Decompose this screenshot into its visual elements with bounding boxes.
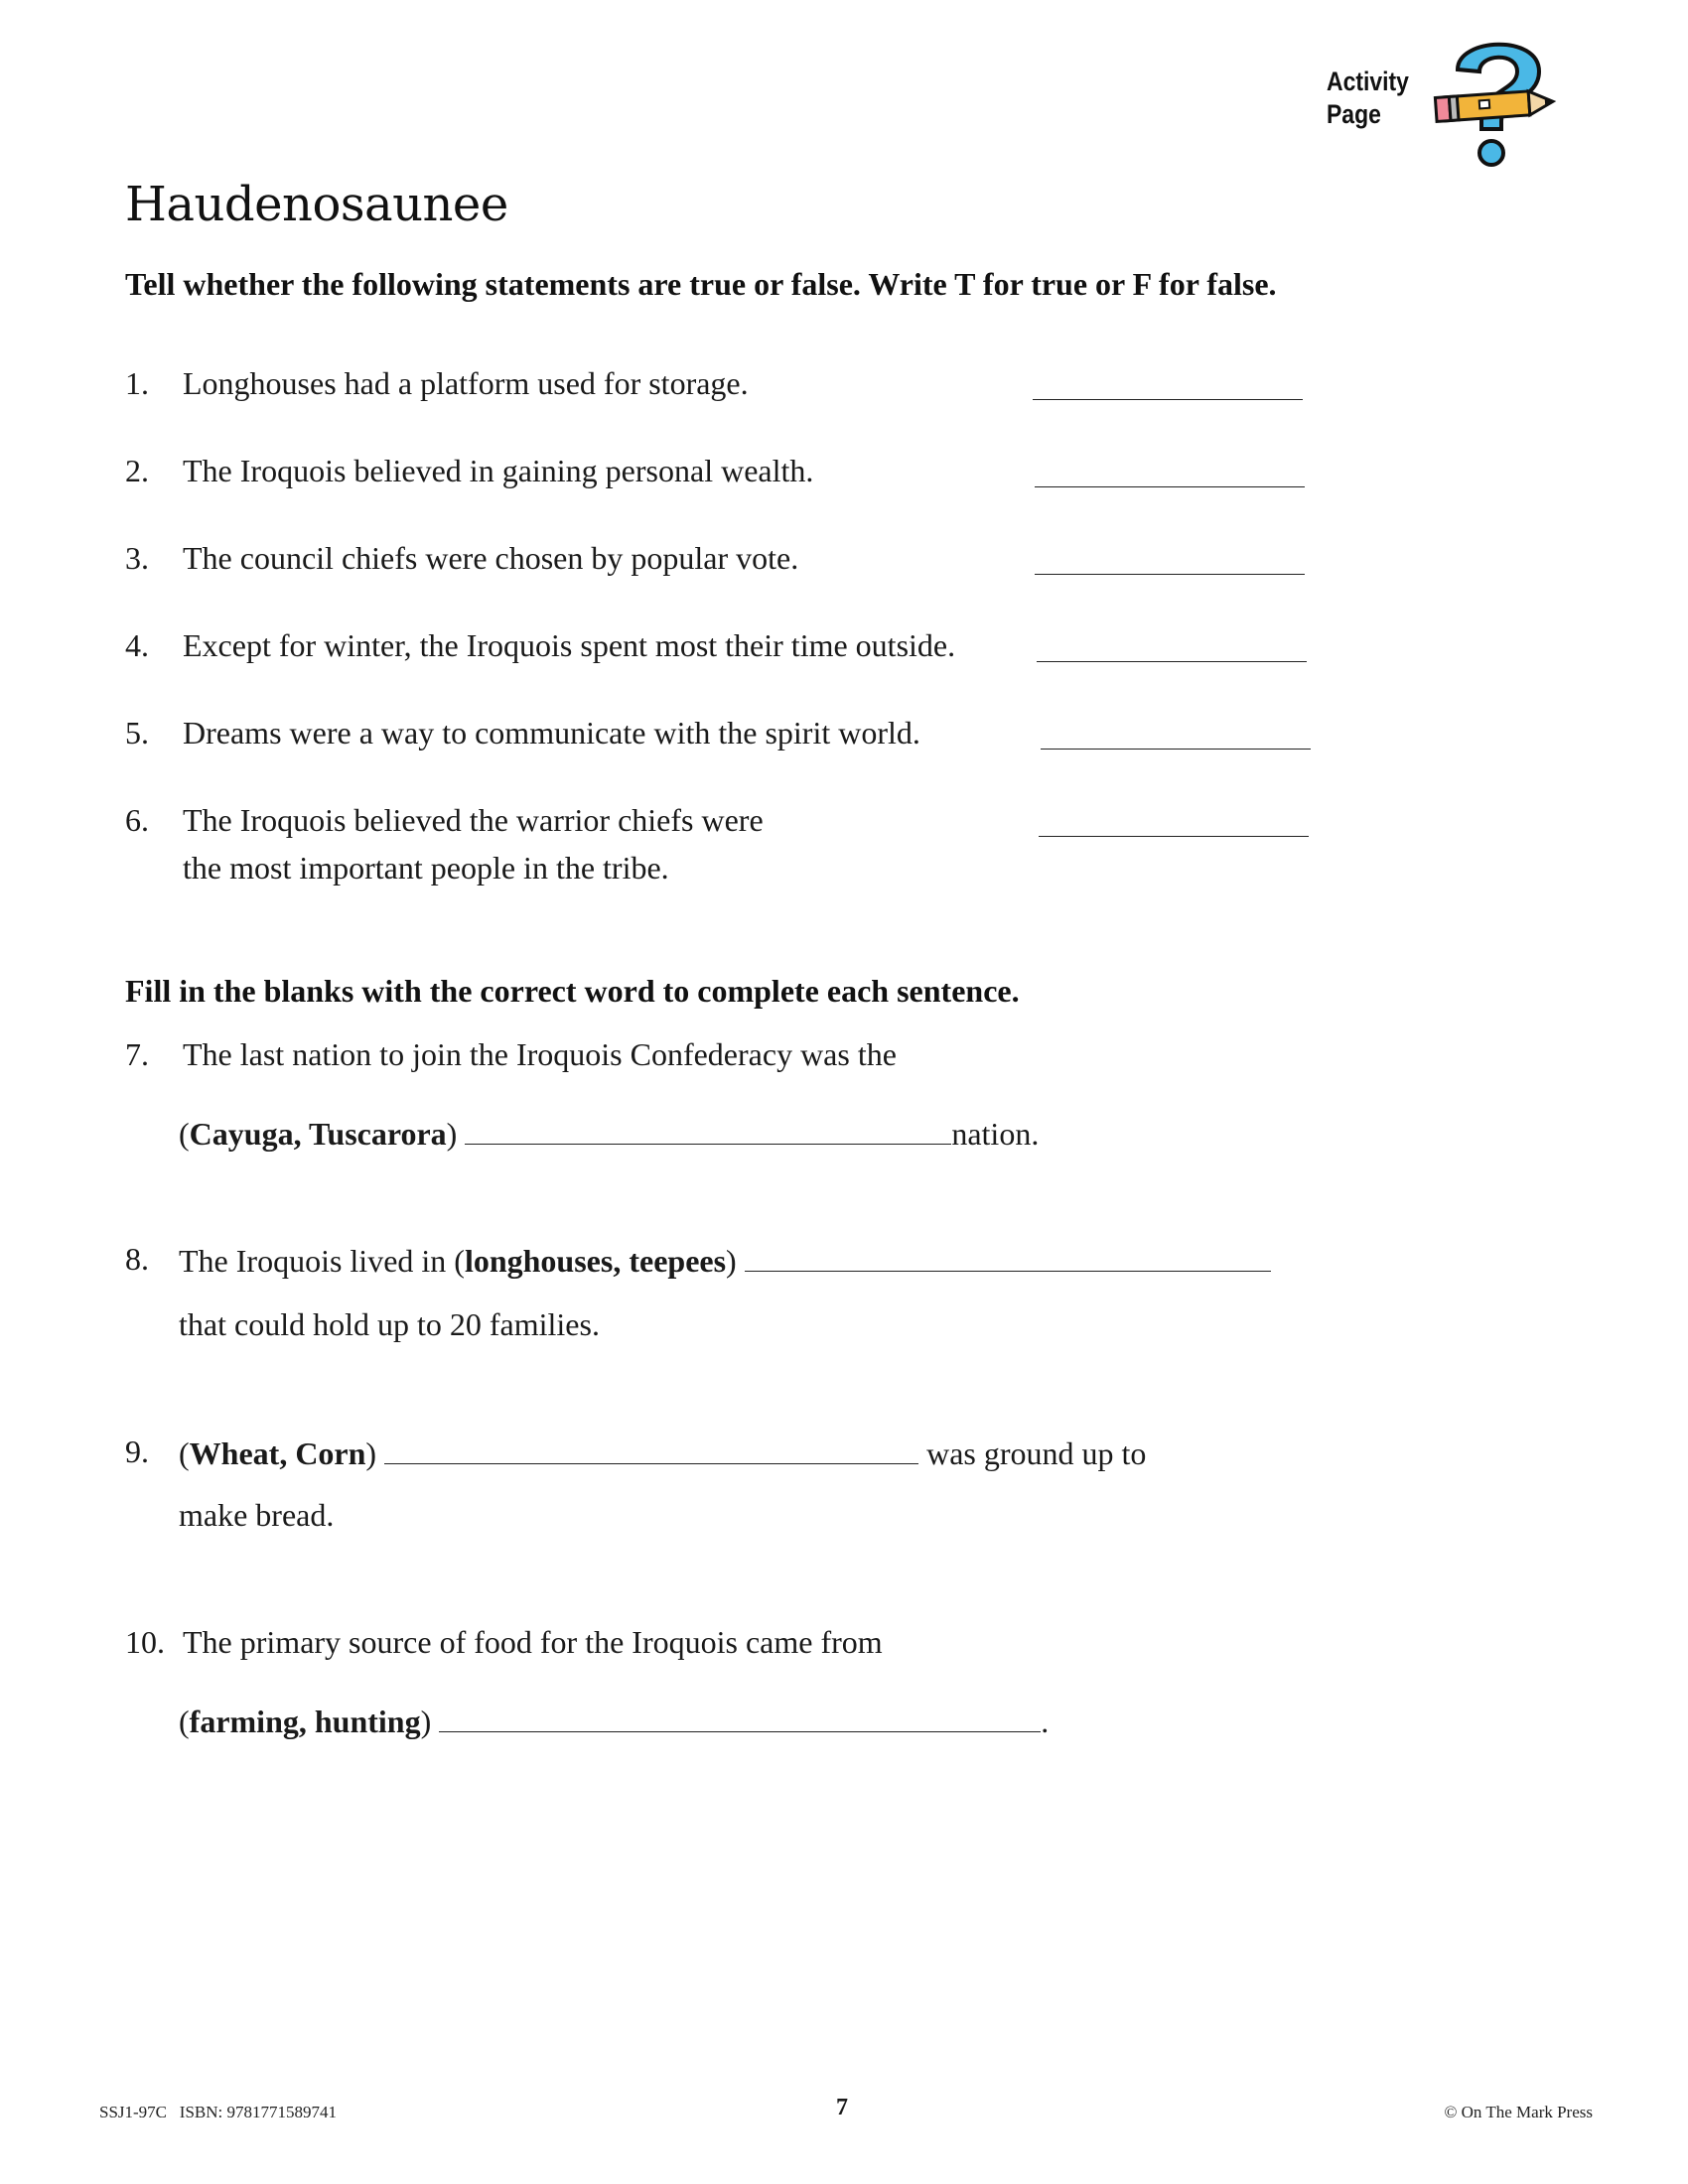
item-number: 8.: [125, 1241, 149, 1277]
item-number: 7.: [125, 1036, 149, 1072]
item-number: 4.: [125, 627, 149, 663]
choices: Wheat, Corn: [189, 1435, 366, 1471]
item-text: The council chiefs were chosen by popular vote.: [183, 540, 799, 576]
answer-blank[interactable]: [1035, 574, 1305, 575]
page-number: 7: [836, 2095, 848, 2120]
item-text: Except for winter, the Iroquois spent most their time outside.: [183, 627, 956, 663]
item-number: 5.: [125, 715, 149, 751]
item-text-before: The Iroquois lived in: [179, 1243, 447, 1279]
item-text: The Iroquois believed the warrior chiefs were: [183, 802, 764, 838]
answer-blank[interactable]: [1037, 661, 1307, 662]
item-answer-line: (Cayuga, Tuscarora) nation.: [179, 1116, 1040, 1152]
badge-line-1: Activity: [1327, 67, 1409, 96]
answer-blank[interactable]: [745, 1241, 1271, 1272]
answer-blank[interactable]: [1033, 399, 1303, 400]
item-number: 3.: [125, 540, 149, 576]
section2-instruction: Fill in the blanks with the correct word to complete each sentence.: [125, 973, 1020, 1009]
isbn: ISBN: 9781771589741: [179, 2103, 337, 2121]
item-answer-line: (farming, hunting) .: [179, 1704, 1050, 1739]
item-number: 1.: [125, 365, 149, 401]
item-text: Longhouses had a platform used for storage.: [183, 365, 749, 401]
answer-blank[interactable]: [465, 1114, 951, 1145]
item-text: The primary source of food for the Iroquois came from: [183, 1624, 883, 1660]
choices: Cayuga, Tuscarora: [189, 1116, 447, 1152]
choices: farming, hunting: [189, 1704, 421, 1739]
badge-line-2: Page: [1327, 99, 1381, 129]
item-text-line2: the most important people in the tribe.: [183, 850, 669, 886]
answer-blank[interactable]: [1039, 836, 1309, 837]
item-text-line2: that could hold up to 20 families.: [179, 1306, 600, 1342]
answer-blank[interactable]: [1035, 486, 1305, 487]
item-text-after: .: [1041, 1704, 1050, 1739]
answer-blank[interactable]: [1041, 749, 1311, 750]
question-mark-pencil-icon: [1430, 30, 1559, 169]
copyright: © On The Mark Press: [1444, 2103, 1593, 2121]
item-text: The last nation to join the Iroquois Confederacy was the: [183, 1036, 897, 1072]
footer-code: [99, 2103, 337, 2122]
item-number: 9.: [125, 1433, 149, 1469]
item-text: Dreams were a way to communicate with the spirit world.: [183, 715, 920, 751]
answer-blank[interactable]: [439, 1702, 1041, 1732]
item-text-after: was ground up to: [926, 1435, 1147, 1471]
page-title: Haudenosaunee: [125, 177, 508, 232]
answer-blank[interactable]: [384, 1433, 918, 1464]
choices: longhouses, teepees: [464, 1243, 727, 1279]
item-text-after: nation.: [951, 1116, 1040, 1152]
item-text: The Iroquois believed in gaining personal wealth.: [183, 453, 814, 488]
item-text-line2: make bread.: [179, 1497, 335, 1533]
item-number: 10.: [125, 1624, 165, 1660]
item-number: 2.: [125, 453, 149, 488]
item-answer-line: (Wheat, Corn) was ground up to: [179, 1435, 1147, 1471]
item-number: 6.: [125, 802, 149, 838]
section1-instruction: Tell whether the following statements are true or false. Write T for true or F for false.: [125, 266, 1277, 302]
item-answer-line: The Iroquois lived in (longhouses, teepees): [179, 1241, 1271, 1280]
activity-page-label: [1327, 66, 1409, 131]
product-code: SSJ1-97C: [99, 2103, 168, 2121]
